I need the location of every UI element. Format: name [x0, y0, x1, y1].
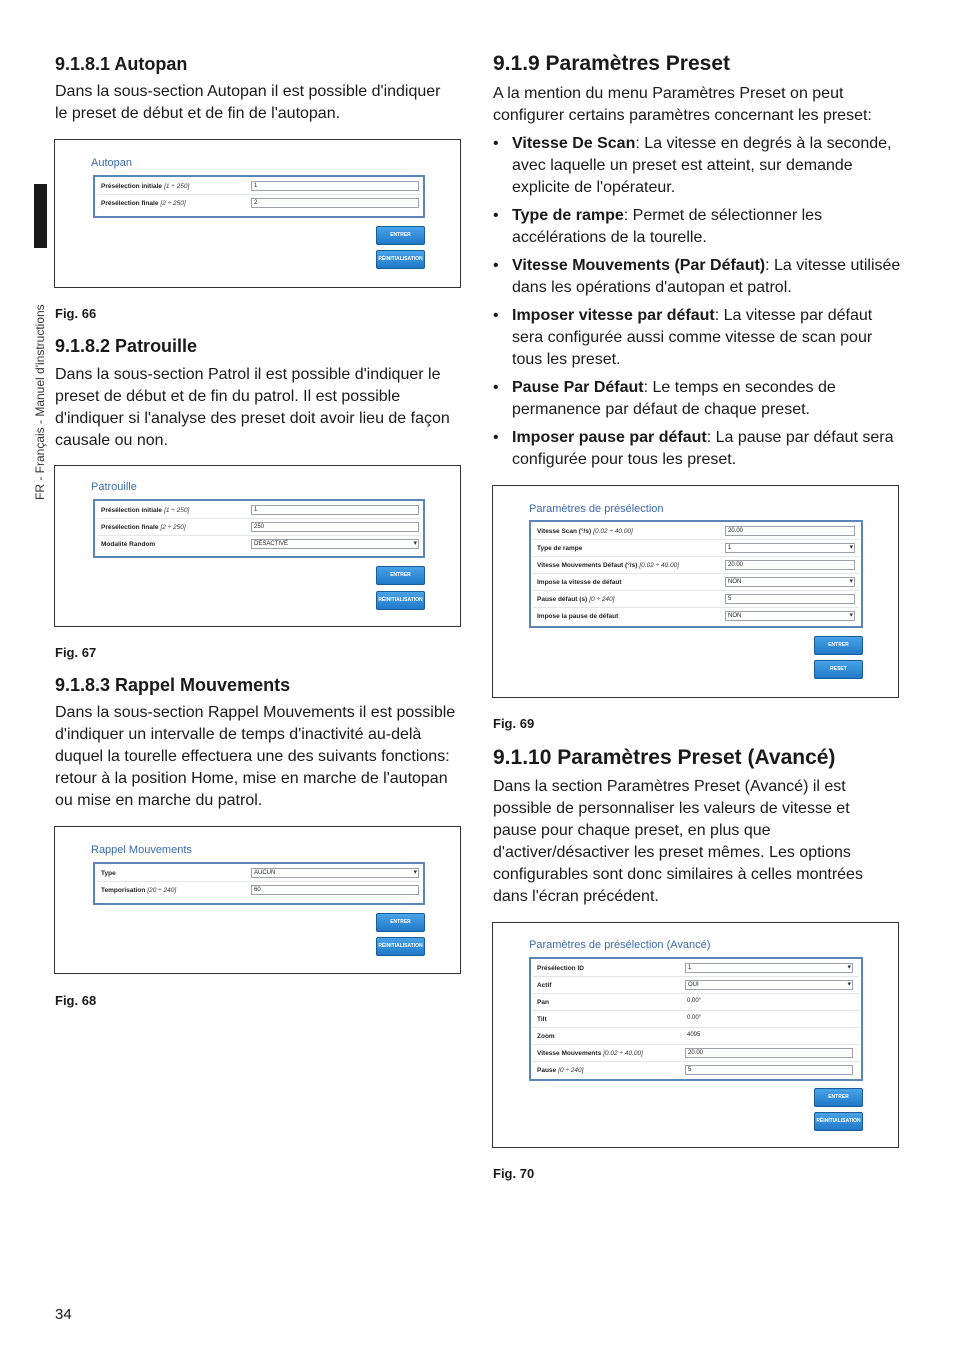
- zoom-value: 4095: [687, 1032, 701, 1038]
- scan-speed-input[interactable]: 20.00: [725, 526, 855, 536]
- figure-67-screenshot: [54, 465, 461, 627]
- form-table: [93, 175, 425, 218]
- heading-preset-params: 9.1.9 Paramètres Preset: [493, 52, 730, 75]
- row-label: Présélection finale [2 ÷ 250]: [101, 199, 186, 207]
- form-row: [533, 1045, 859, 1062]
- row-label: Présélection initiale [1 ÷ 250]: [101, 182, 190, 190]
- final-preset-input[interactable]: 2: [251, 198, 419, 208]
- impose-speed-select[interactable]: NON ▾: [725, 577, 855, 587]
- text-patrouille: Dans la sous-section Patrol il est possible d'indiquer le preset de début et de fin du patrol. Il est possible d'indiquer si l'analyse des preset doit avoir lieu de façon causale ou non.: [55, 366, 450, 449]
- text-rappel: Dans la sous-section Rappel Mouvements il est possible d'indiquer un intervalle de temps d'inactivité au-delà duquel la tourelle effectuera une des suivants fonctions: retour à la position Home, mise en marche de l'autopan ou mise en marche du patrol.: [55, 704, 456, 809]
- enter-button[interactable]: ENTRER: [376, 566, 425, 585]
- fig-66-caption: Fig. 66: [55, 306, 97, 321]
- row-label: Pause [0 ÷ 240]: [537, 1066, 584, 1074]
- text-preset-intro: A la mention du menu Paramètres Preset on peut configurer certains paramètres concernant les preset:: [493, 85, 872, 124]
- enter-button[interactable]: ENTRER: [376, 226, 425, 245]
- form-row: [97, 502, 421, 519]
- fig-68-caption: Fig. 68: [55, 993, 97, 1008]
- heading-patrouille: 9.1.8.2 Patrouille: [55, 336, 198, 356]
- final-preset-input[interactable]: 250: [251, 522, 419, 532]
- side-tab-marker: [34, 184, 47, 248]
- reset-button[interactable]: RÉINITIALISATION: [376, 937, 425, 956]
- active-select[interactable]: OUI ▾: [685, 980, 853, 990]
- heading-rappel: 9.1.8.3 Rappel Mouvements: [55, 675, 291, 695]
- row-label: Présélection finale [2 ÷ 250]: [101, 523, 186, 531]
- form-table: [93, 862, 425, 905]
- reset-button[interactable]: RESET: [814, 660, 863, 679]
- text-autopan: Dans la sous-section Autopan il est possible d'indiquer le preset de début et de fin de l'autopan.: [55, 83, 441, 122]
- form-table: [529, 957, 863, 1081]
- panel-title: Paramètres de présélection: [529, 503, 664, 515]
- type-select[interactable]: AUCUN ▾: [251, 868, 419, 878]
- pan-value: 0.00°: [687, 998, 702, 1004]
- heading-preset-advanced: 9.1.10 Paramètres Preset (Avancé): [493, 746, 836, 769]
- fig-69-caption: Fig. 69: [493, 716, 535, 731]
- panel-title: Autopan: [91, 157, 132, 169]
- preset-id-select[interactable]: 1 ▾: [685, 963, 853, 973]
- form-row: [533, 523, 859, 540]
- row-label: Actif: [537, 981, 552, 989]
- fig-70-caption: Fig. 70: [493, 1166, 535, 1181]
- form-row: [533, 994, 859, 1011]
- fig-67-caption: Fig. 67: [55, 645, 97, 660]
- figure-70-screenshot: [492, 922, 899, 1148]
- page-number: 34: [55, 1306, 72, 1323]
- enter-button[interactable]: ENTRER: [814, 636, 863, 655]
- heading-autopan: 9.1.8.1 Autopan: [55, 54, 188, 74]
- row-label: Type: [101, 869, 116, 877]
- bullet-item: • Vitesse Mouvements (Par Défaut): La vitesse utilisée dans les opérations d'autopan et patrol.: [493, 255, 903, 299]
- row-label: Type de rampe: [537, 544, 583, 552]
- movement-speed-input[interactable]: 20.00: [685, 1048, 853, 1058]
- form-row: [533, 574, 859, 591]
- form-table: [93, 499, 425, 558]
- tilt-value: 0.00°: [687, 1015, 702, 1021]
- form-row: [97, 195, 421, 211]
- row-label: Pan: [537, 998, 549, 1006]
- figure-66-screenshot: [54, 139, 461, 288]
- form-table: [529, 520, 863, 628]
- row-label: Pause défaut (s) [0 ÷ 240]: [537, 595, 615, 603]
- form-row: [97, 865, 421, 882]
- pause-input[interactable]: 5: [685, 1065, 853, 1075]
- bullet-item: • Type de rampe: Permet de sélectionner les accélérations de la tourelle.: [493, 205, 903, 249]
- enter-button[interactable]: ENTRER: [376, 913, 425, 932]
- row-label: Présélection initiale [1 ÷ 250]: [101, 506, 190, 514]
- ramp-type-select[interactable]: 1 ▾: [725, 543, 855, 553]
- form-row: [533, 977, 859, 994]
- form-row: [533, 557, 859, 574]
- default-pause-input[interactable]: 5: [725, 594, 855, 604]
- impose-pause-select[interactable]: NON ▾: [725, 611, 855, 621]
- enter-button[interactable]: ENTRER: [814, 1088, 863, 1107]
- form-row: [97, 536, 421, 552]
- row-label: Présélection ID: [537, 964, 584, 972]
- row-label: Impose la pause de défaut: [537, 612, 619, 620]
- panel-title: Paramètres de présélection (Avancé): [529, 939, 711, 951]
- row-label: Vitesse Mouvements Défaut (°/s) [0.02 ÷ 40.00]: [537, 561, 680, 569]
- side-label: FR - Français - Manuel d'instructions: [33, 304, 47, 500]
- bullet-item: • Imposer vitesse par défaut: La vitesse par défaut sera configurée aussi comme vitesse de scan pour tous les preset.: [493, 305, 903, 371]
- preset-bullet-list: [493, 133, 903, 477]
- form-row: [533, 540, 859, 557]
- random-mode-select[interactable]: DÉSACTIVÉ ▾: [251, 539, 419, 549]
- form-row: [533, 591, 859, 608]
- form-row: [533, 1062, 859, 1078]
- form-row: [97, 178, 421, 195]
- form-row: [533, 960, 859, 977]
- panel-title: Patrouille: [91, 481, 137, 493]
- bullet-item: • Imposer pause par défaut: La pause par défaut sera configurée pour tous les preset.: [493, 427, 903, 471]
- reset-button[interactable]: RÉINITIALISATION: [376, 591, 425, 610]
- initial-preset-input[interactable]: 1: [251, 505, 419, 515]
- reset-button[interactable]: RÉINITIALISATION: [376, 250, 425, 269]
- row-label: Vitesse Mouvements [0.02 ÷ 40.00]: [537, 1049, 643, 1057]
- reset-button[interactable]: RÉINITIALISATION: [814, 1112, 863, 1131]
- row-label: Zoom: [537, 1032, 555, 1040]
- form-row: [533, 1011, 859, 1028]
- bullet-item: • Pause Par Défaut: Le temps en secondes de permanence par défaut de chaque preset.: [493, 377, 903, 421]
- row-label: Impose la vitesse de défaut: [537, 578, 622, 586]
- row-label: Modalité Random: [101, 540, 156, 548]
- default-speed-input[interactable]: 20.00: [725, 560, 855, 570]
- timeout-input[interactable]: 60: [251, 885, 419, 895]
- panel-title: Rappel Mouvements: [91, 844, 192, 856]
- figure-68-screenshot: [54, 826, 461, 974]
- form-row: [97, 519, 421, 536]
- form-row: [533, 1028, 859, 1045]
- initial-preset-input[interactable]: 1: [251, 181, 419, 191]
- row-label: Vitesse Scan (°/s) [0.02 ÷ 40.00]: [537, 527, 633, 535]
- form-row: [533, 608, 859, 624]
- row-label: Tilt: [537, 1015, 547, 1023]
- text-preset-advanced: Dans la section Paramètres Preset (Avancé) il est possible de personnaliser les valeurs de vitesse et pause pour chaque preset, en plus que d'activer/désactiver les preset mêmes. Les options configurables sont donc similaires à celles montrées dans l'écran précédent.: [493, 778, 863, 905]
- row-label: Temporisation [20 ÷ 240]: [101, 886, 177, 894]
- figure-69-screenshot: [492, 485, 899, 698]
- form-row: [97, 882, 421, 898]
- bullet-item: • Vitesse De Scan: La vitesse en degrés à la seconde, avec laquelle un preset est atteint, sur demande explicite de l'opérateur.: [493, 133, 903, 199]
